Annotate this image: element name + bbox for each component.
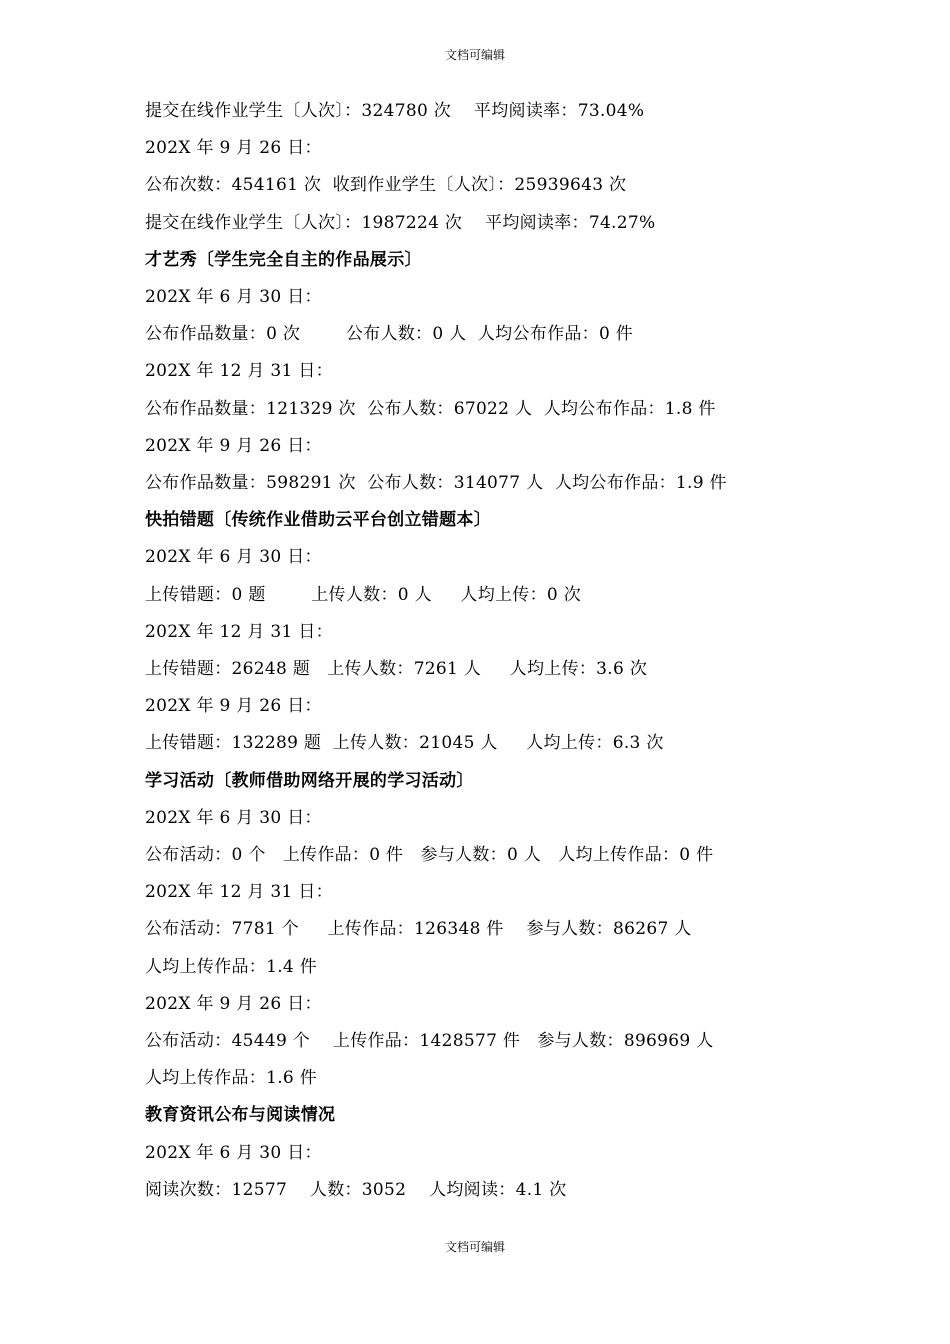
text-line: 上传错题：0 题 上传人数：0 人 人均上传：0 次 [145,584,582,605]
text-line: 202X 年 9 月 26 日： [145,435,322,456]
text-line: 人均上传作品：1.6 件 [145,1068,318,1089]
text-line: 202X 年 6 月 30 日： [145,287,322,307]
text-line: 202X 年 9 月 26 日： [145,138,322,159]
text-line: 202X 年 12 月 31 日： [145,621,333,642]
text-line: 公布活动：7781 个 上传作品：126348 件 参与人数：86267 人 [145,919,692,940]
page-header: 文档可编辑 [444,48,505,62]
text-line: 202X 年 6 月 30 日： [145,1142,322,1163]
section-heading: 才艺秀〔学生完全自主的作品展示〕 [145,249,422,270]
section-heading: 教育资讯公布与阅读情况 [145,1105,336,1126]
text-line: 公布活动：0 个 上传作品：0 件 参与人数：0 人 人均上传作品：0 件 [145,845,714,865]
page-footer: 文档可编辑 [444,1240,505,1254]
text-line: 202X 年 6 月 30 日： [145,547,322,568]
text-line: 提交在线作业学生〔人次〕：324780 次 平均阅读率：73.04% [145,101,645,121]
text-line: 202X 年 9 月 26 日： [145,696,322,717]
text-line: 公布作品数量：121329 次 公布人数：67022 人 人均公布作品：1.8 件 [145,398,716,419]
text-line: 202X 年 6 月 30 日： [145,807,322,828]
text-line: 阅读次数：12577 人数：3052 人均阅读：4.1 次 [145,1179,567,1200]
text-line: 202X 年 12 月 31 日： [145,882,333,903]
text-line: 202X 年 9 月 26 日： [145,993,322,1014]
text-line: 公布作品数量：0 次 公布人数：0 人 人均公布作品：0 件 [145,324,634,345]
section-heading: 快拍错题〔传统作业借助云平台创立错题本〕 [145,510,491,531]
text-line: 人均上传作品：1.4 件 [145,956,318,977]
section-heading: 学习活动〔教师借助网络开展的学习活动〕 [145,770,474,791]
text-line: 202X 年 12 月 31 日： [145,361,333,382]
text-line: 上传错题：132289 题 上传人数：21045 人 人均上传：6.3 次 [145,733,664,754]
text-line: 公布作品数量：598291 次 公布人数：314077 人 人均公布作品：1.9 件 [145,473,727,493]
text-line: 上传错题：26248 题 上传人数：7261 人 人均上传：3.6 次 [145,659,648,679]
text-line: 提交在线作业学生〔人次〕：1987224 次 平均阅读率：74.27% [145,212,656,233]
text-line: 公布活动：45449 个 上传作品：1428577 件 参与人数：896969 人 [145,1031,714,1051]
text-line: 公布次数：454161 次 收到作业学生〔人次〕：25939643 次 [145,175,627,196]
